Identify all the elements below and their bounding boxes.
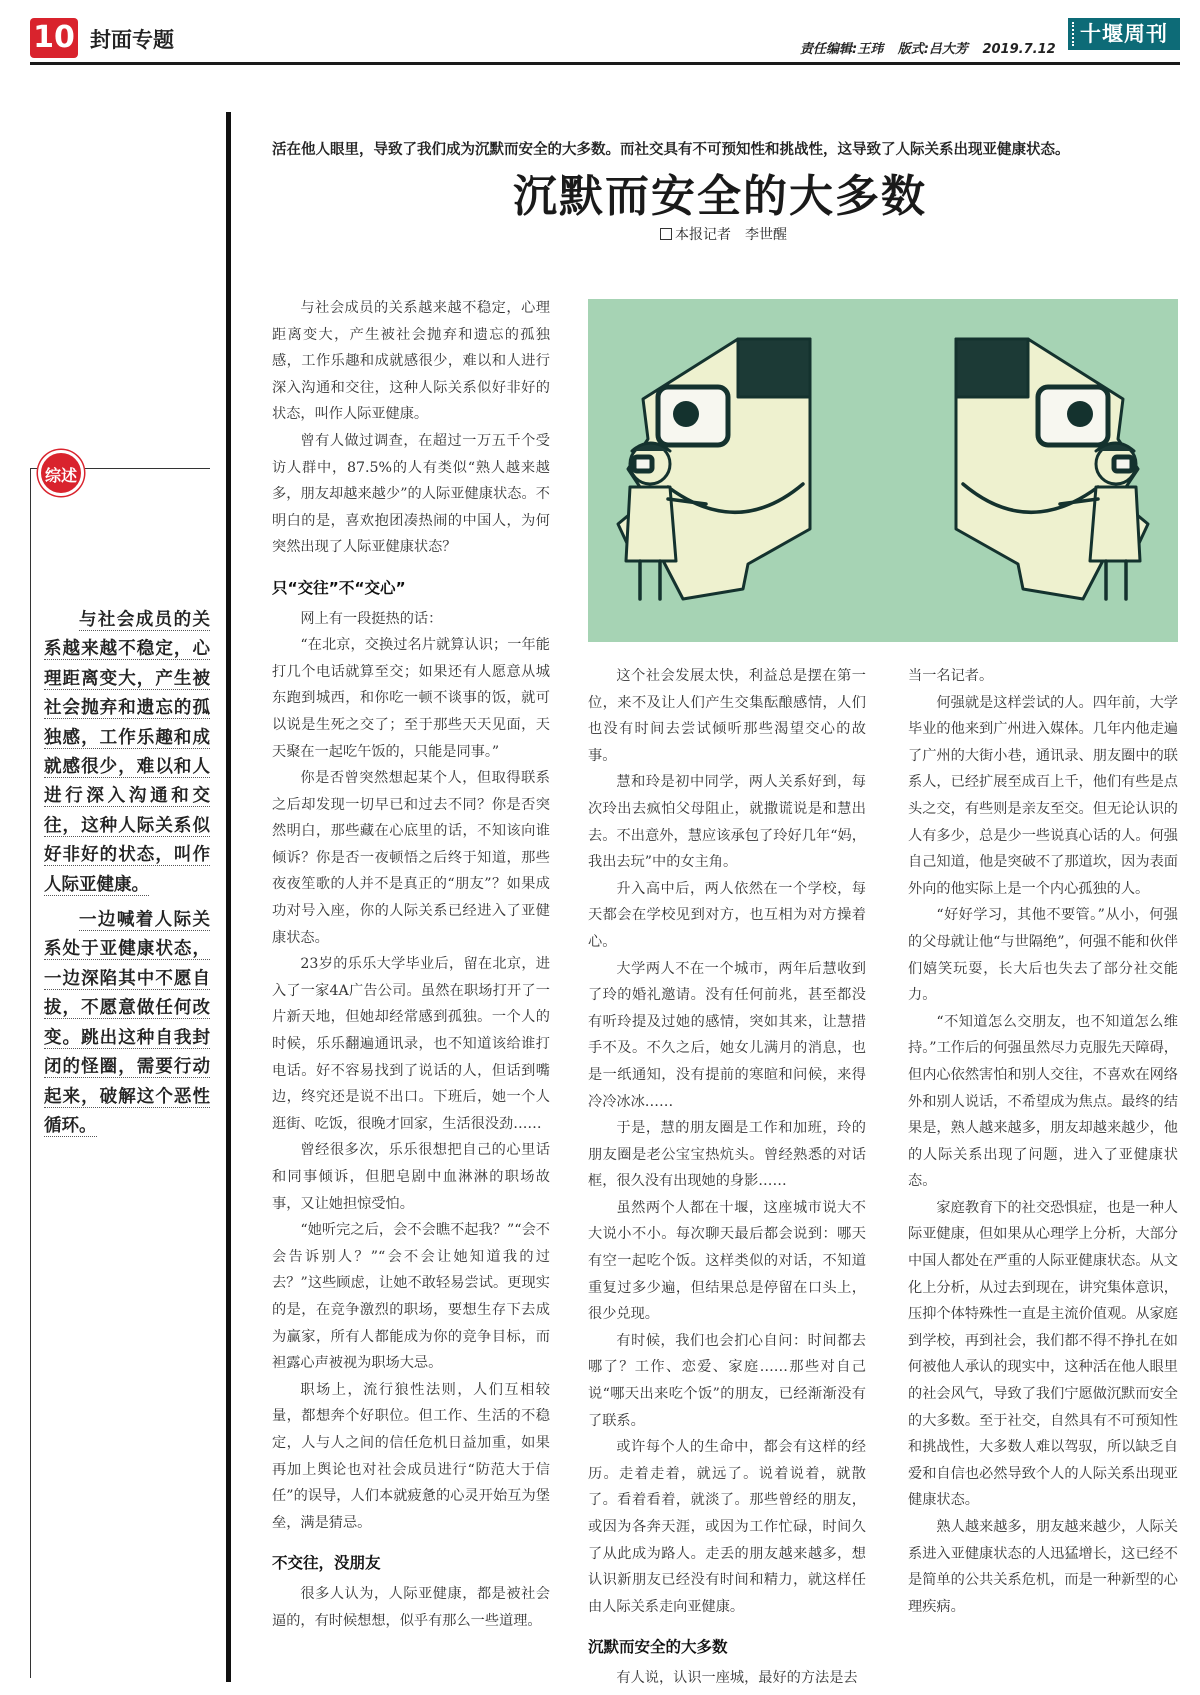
byline-text: 本报记者 李世醒: [675, 227, 787, 243]
paragraph: “不知道怎么交朋友，也不知道怎么维持。”工作后的何强虽然尽力克服先天障碍，但内心依然害怕和别人交往，不喜欢在网络外和别人说话，不希望成为焦点。最终的结果是，熟人越来越多，朋友却越来越少，他的人际关系出现了问题，进入了亚健康状态。: [908, 1013, 1178, 1190]
summary-paragraph: 与社会成员的关系越来越不稳定，心理距离变大，产生被社会抛弃和遗忘的孤独感，工作乐趣和成就感很少，难以和人进行深入沟通和交往，这种人际关系似好非好的状态，叫作人际亚健康。: [44, 610, 210, 895]
page-header: [30, 16, 1180, 60]
paragraph: 曾经很多次，乐乐很想把自己的心里话和同事倾诉，但肥皂剧中血淋淋的职场故事，又让她担惊受怕。: [272, 1142, 550, 1212]
left-big-eye: [673, 401, 699, 427]
layout-credit: 版式:吕大芳: [897, 42, 968, 57]
paragraph: 于是，慧的朋友圈是工作和加班，玲的朋友圈是老公宝宝热炕头。曾经熟悉的对话框，很久没有出现她的身影……: [588, 1120, 866, 1190]
section-name: 封面专题: [90, 28, 174, 52]
paragraph: 慧和玲是初中同学，两人关系好到，每次玲出去疯怕父母阻止，就撒谎说是和慧出去。不出意外，慧应该承包了玲好几年“妈，我出去玩”中的女主角。: [588, 774, 866, 871]
paragraph: 家庭教育下的社交恐惧症，也是一种人际亚健康，但如果从心理学上分析，大部分中国人都处在严重的人际亚健康状态。从文化上分析，从过去到现在，讲究集体意识，压抑个体特殊性一直是主流价值观。从家庭到学校，再到社会，我们都不得不挣扎在如何被他人承认的现实中，这种活在他人眼里的社会风气，导致了我们宁愿做沉默而安全的大多数。至于社交，自然具有不可预知性和挑战性，大多数人难以驾驭，所以缺乏自爱和自信也必然导致个人的人际关系出现亚健康状态。: [908, 1199, 1178, 1509]
credits: [800, 38, 1066, 57]
paragraph: 有人说，认识一座城，最好的方法是去: [616, 1669, 858, 1686]
paragraph: 与社会成员的关系越来越不稳定，心理距离变大，产生被社会抛弃和遗忘的孤独感，工作乐趣和成就感很少，难以和人进行深入沟通和交往，这种人际关系似好非好的状态，叫作人际亚健康。: [272, 300, 550, 423]
subheading: 沉默而安全的大多数: [588, 1638, 728, 1657]
masthead-logo: 十堰周刊: [1068, 18, 1180, 50]
paragraph: 或许每个人的生命中，都会有这样的经历。走着走着，就远了。说着说着，就散了。看着看着，就淡了。那些曾经的朋友，或因为各奔天涯，或因为工作忙碌，时间久了从此成为路人。走丢的朋友越来越多，想认识新朋友已经没有时间和精力，就这样任由人际关系走向亚健康。: [588, 1439, 866, 1615]
subheading: 不交往，没朋友: [272, 1554, 381, 1573]
page-number: 10: [30, 18, 78, 58]
header-rule: [30, 62, 1180, 65]
left-big-hair: [738, 339, 810, 397]
issue-date: 2019.7.12: [982, 42, 1056, 57]
lead-text: 活在他人眼里，导致了我们成为沉默而安全的大多数。而社交具有不可预知性和挑战性，这导致了人际关系出现亚健康状态。: [272, 141, 1070, 158]
paragraph: 很多人认为，人际亚健康，都是被社会逼的，有时候想想，似乎有那么一些道理。: [272, 1585, 550, 1629]
byline-box-icon: [660, 228, 672, 240]
paragraph: 23岁的乐乐大学毕业后，留在北京，进入了一家4A广告公司。虽然在职场打开了一片新天地，但她却经常感到孤独。一个人的时候，乐乐翻遍通讯录，也不知道该给谁打电话。好不容易找到了说话的人，但话到嘴边，终究还是说不出口。下班后，她一个人逛街、吃饭，很晚才回家，生活很没劲……: [272, 956, 550, 1132]
editor-credit: 责任编辑:王玮: [800, 42, 884, 57]
article-illustration: [588, 299, 1178, 642]
paragraph: 网上有一段挺热的话：: [300, 610, 443, 627]
vertical-divider: [226, 112, 231, 1682]
paragraph: 你是否曾突然想起某个人，但取得联系之后却发现一切早已和过去不同？你是否突然明白，那些藏在心底里的话，不知该向谁倾诉？你是否一夜顿悟之后终于知道，那些夜夜笙歌的人并不是真正的“朋友”？如果成功对号入座，你的人际关系已经进入了亚健康状态。: [272, 770, 550, 946]
article-column-2: [588, 663, 866, 1693]
paragraph: 虽然两个人都在十堰，这座城市说大不大说小不小。每次聊天最后都会说到：哪天有空一起吃个饭。这样类似的对话，不知道重复过多少遍，但结果总是停留在口头上，很少兑现。: [588, 1199, 866, 1323]
right-big-hair: [956, 339, 1028, 397]
article-column-3: [908, 663, 1178, 1693]
paragraph: 熟人越来越多，朋友越来越少，人际关系进入亚健康状态的人迅猛增长，这已经不是简单的公共关系危机，而是一种新型的心理疾病。: [908, 1519, 1178, 1615]
subheading: 只“交往”不“交心”: [272, 578, 406, 597]
right-big-eye: [1067, 401, 1093, 427]
paragraph: “好好学习，其他不要管。”从小，何强的父母就让他“与世隔绝”，何强不能和伙伴们嬉笑玩耍，长大后也失去了部分社交能力。: [908, 907, 1178, 1004]
paragraph: 这个社会发展太快，利益总是摆在第一位，来不及让人们产生交集酝酿感情，人们也没有时间去尝试倾听那些渴望交心的故事。: [588, 668, 866, 764]
paragraph: 大学两人不在一个城市，两年后慧收到了玲的婚礼邀请。没有任何前兆，甚至都没有听玲提及过她的感情，突如其来，让慧措手不及。不久之后，她女儿满月的消息，也是一纸通知，没有提前的寒暄和问候，来得冷冷冰冰……: [588, 960, 866, 1110]
paragraph: 曾有人做过调查，在超过一万五千个受访人群中，87.5%的人有类似“熟人越来越多，朋友却越来越少”的人际亚健康状态。不明白的是，喜欢抱团凑热闹的中国人，为何突然出现了人际亚健康状态？: [272, 432, 550, 556]
paragraph: 当一名记者。: [908, 668, 994, 684]
paragraph: 职场上，流行狼性法则，人们互相较量，都想奔个好职位。但工作、生活的不稳定，人与人之间的信任危机日益加重，如果再加上舆论也对社会成员进行“防范大于信任”的误导，人们本就疲惫的心灵开始互为堡垒，满是猜忌。: [272, 1381, 550, 1531]
summary-paragraph: 一边喊着人际关系处于亚健康状态，一边深陷其中不愿自拔，不愿意做任何改变。跳出这种自我封闭的怪圈，需要行动起来，破解这个恶性循环。: [44, 910, 210, 1136]
paragraph: “她听完之后，会不会瞧不起我？”“会不会告诉别人？”“会不会让她知道我的过去？”这些顾虑，让她不敢轻易尝试。更现实的是，在竞争激烈的职场，要想生存下去成为赢家，所有人都能成为你的竞争目标，而袒露心声被视为职场大忌。: [272, 1222, 550, 1372]
summary-badge: 综述: [38, 450, 84, 496]
paragraph: “在北京，交换过名片就算认识；一年能打几个电话就算至交；如果还有人愿意从城东跑到城西，和你吃一顿不谈事的饭，就可以说是生死之交了；至于那些天天见面，天天聚在一起吃午饭的，只能是同事。”: [272, 637, 550, 760]
summary-text: [44, 606, 210, 1147]
paragraph: 有时候，我们也会扪心自问：时间都去哪了？工作、恋爱、家庭……那些对自己说“哪天出来吃个饭”的朋友，已经渐渐没有了联系。: [588, 1332, 866, 1429]
two-faces-illustration: [588, 299, 1178, 642]
byline: [660, 224, 787, 244]
article-column-1: [272, 295, 550, 1690]
paragraph: 何强就是这样尝试的人。四年前，大学毕业的他来到广州进入媒体。几年内他走遍了广州的大街小巷，通讯录、朋友圈中的联系人，已经扩展至成百上千，他们有些是点头之交，有些则是亲友至交。但无论认识的人有多少，总是少一些说真心话的人。何强自己知道，他是突破不了那道坎，因为表面外向的他实际上是一个内心孤独的人。: [908, 694, 1178, 897]
article-title: 沉默而安全的大多数: [513, 171, 927, 222]
paragraph: 升入高中后，两人依然在一个学校，每天都会在学校见到对方，也互相为对方操着心。: [588, 880, 866, 950]
